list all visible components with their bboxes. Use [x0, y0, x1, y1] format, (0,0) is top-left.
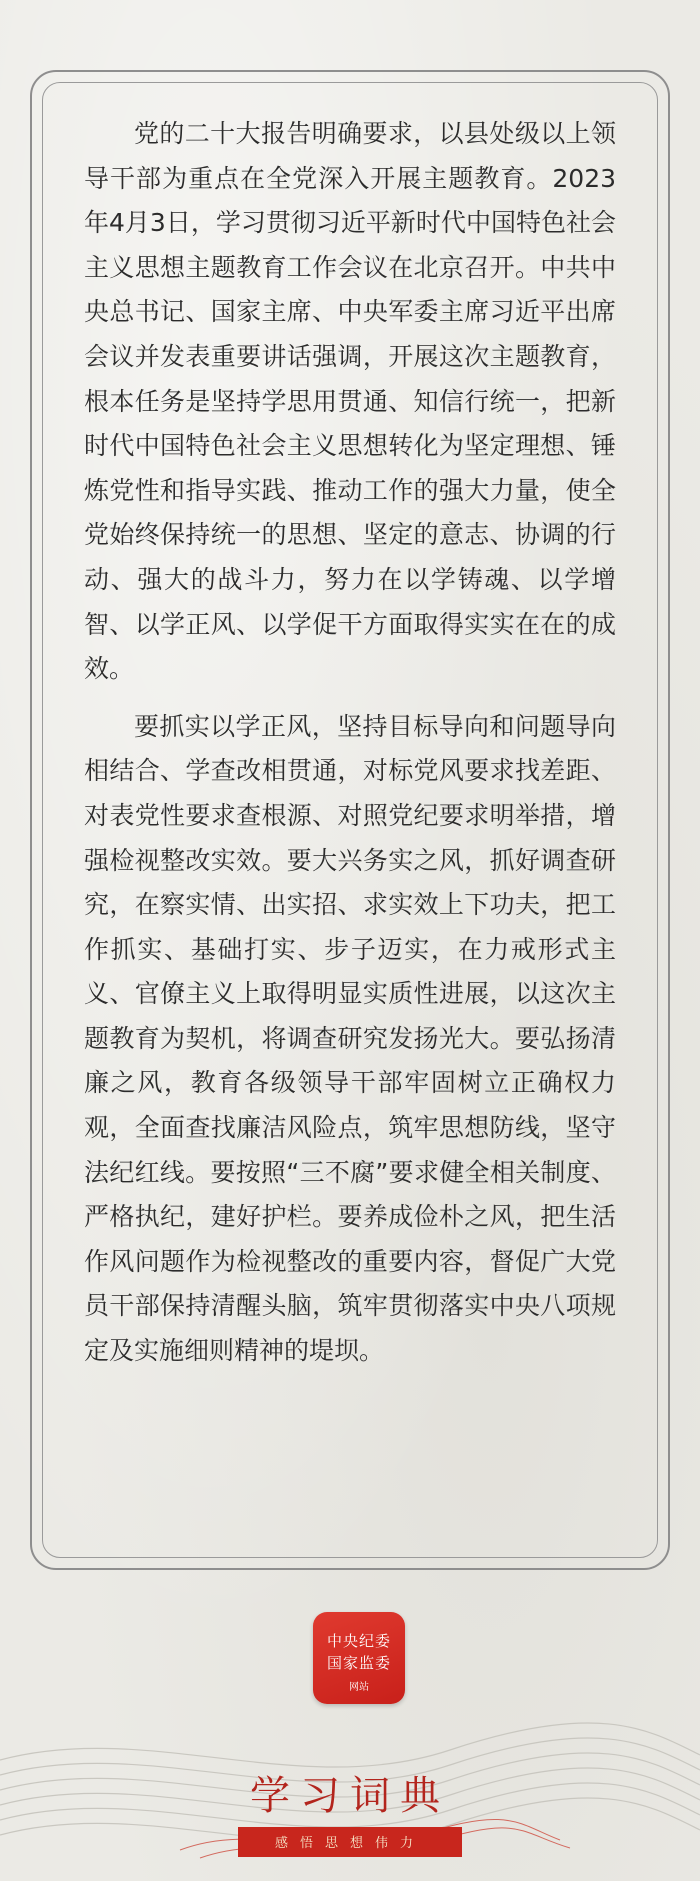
- article-paragraph-1: 党的二十大报告明确要求，以县处级以上领导干部为重点在全党深入开展主题教育。2023年4月3日，学习贯彻习近平新时代中国特色社会主义思想主题教育工作会议在北京召开。中共中央总书记、国家主席、中央军委主席习近平出席会议并发表重要讲话强调，开展这次主题教育，根本任务是坚持学思用贯通、知信行统一，把新时代中国特色社会主义思想转化为坚定理想、锤炼党性和指导实践、推动工作的强大力量，使全党始终保持统一的思想、坚定的意志、协调的行动、强大的战斗力，努力在以学铸魂、以学增智、以学正风、以学促干方面取得实实在在的成效。: [84, 119, 616, 684]
- badge-line-1: 中央纪委: [326, 1632, 391, 1650]
- brand-subtitle: 感悟思想伟力: [274, 1836, 425, 1851]
- ccdi-logo-badge: [313, 1612, 405, 1704]
- badge-line-2: 国家监委: [326, 1654, 391, 1672]
- badge-line-3: 网站: [349, 1682, 369, 1693]
- article-body: [84, 112, 616, 1387]
- brand-title: 学习词典: [250, 1773, 450, 1819]
- article-paragraph-2: 要抓实以学正风，坚持目标导向和问题导向相结合、学查改相贯通，对标党风要求找差距、对表党性要求查根源、对照党纪要求明举措，增强检视整改实效。要大兴务实之风，抓好调查研究，在察实情、出实招、求实效上下功夫，把工作抓实、基础打实、步子迈实，在力戒形式主义、官僚主义上取得明显实质性进展，以这次主题教育为契机，将调查研究发扬光大。要弘扬清廉之风，教育各级领导干部牢固树立正确权力观，全面查找廉洁风险点，筑牢思想防线，坚守法纪红线。要按照“三不腐”要求健全相关制度、严格执纪，建好护栏。要养成俭朴之风，把生活作风问题作为检视整改的重要内容，督促广大党员干部保持清醒头脑，筑牢贯彻落实中央八项规定及实施细则精神的堤坝。: [84, 711, 616, 1366]
